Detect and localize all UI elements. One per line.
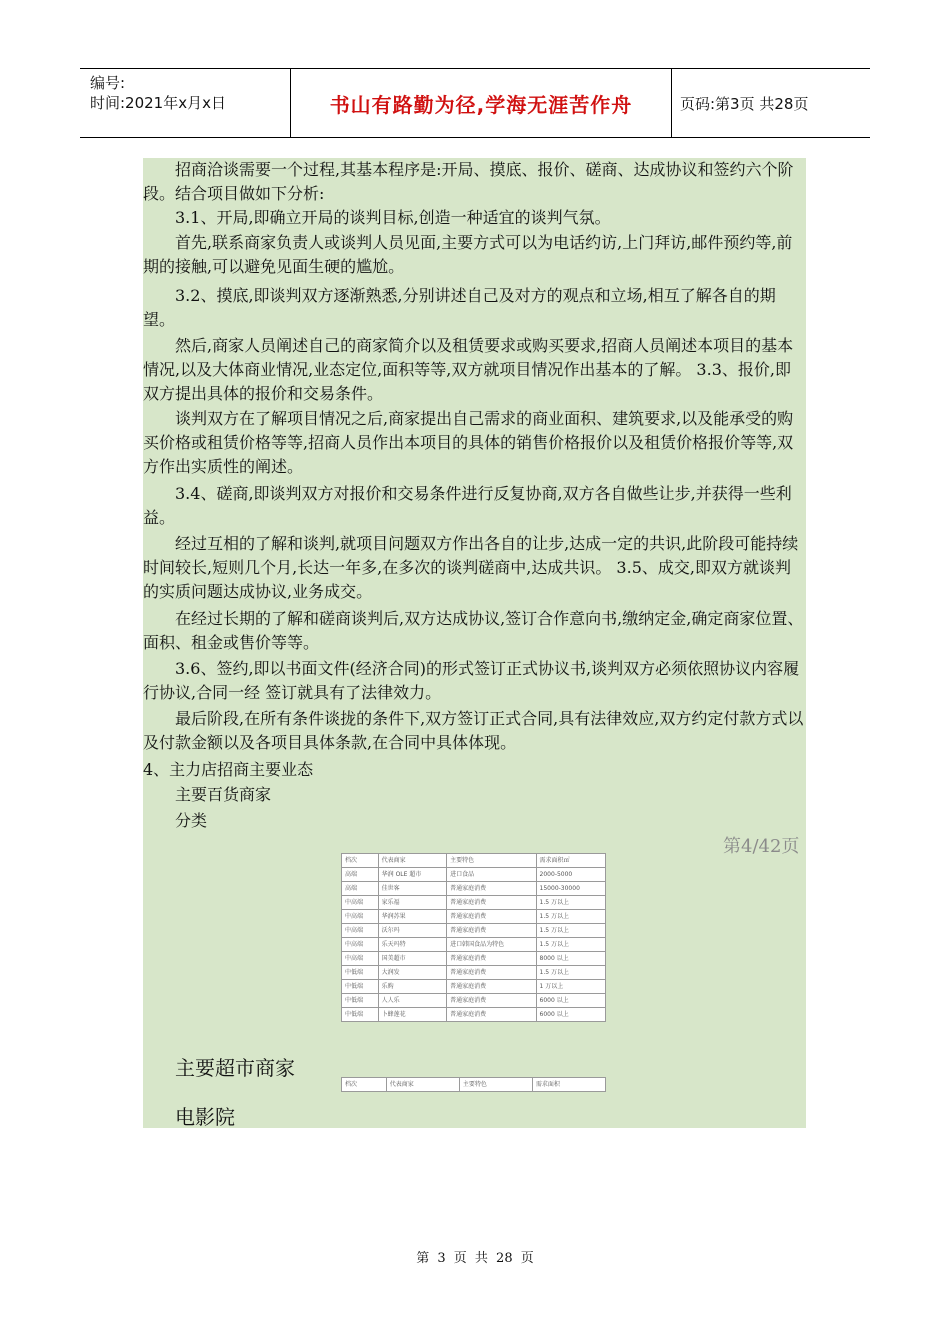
- table-cell: 高端: [342, 868, 379, 882]
- page-footer: 第 3 页 共 28 页: [416, 1251, 534, 1266]
- paragraph: 3.6、签约,即以书面文件(经济合同)的形式签订正式协议书,谈判双方必须依照协议内容履行协议,合同一经 签订就具有了法律效力。: [143, 659, 800, 703]
- page-reference: 第4/42页: [723, 836, 800, 857]
- header-page-info: 页码:第3页 共28页: [680, 94, 809, 113]
- table-cell: 普通家庭消费: [447, 980, 536, 994]
- table-cell: 需求面积: [532, 1078, 605, 1092]
- table-cell: 档次: [342, 854, 379, 868]
- table-cell: 进口韩国食品为特色: [447, 938, 536, 952]
- table-header-row: [342, 854, 606, 868]
- paragraph: 3.4、磋商,即谈判双方对报价和交易条件进行反复协商,双方各自做些让步,并获得一些利益。: [143, 484, 792, 528]
- table-cell: 代表商家: [386, 1078, 459, 1092]
- table-row: [342, 980, 606, 994]
- table-cell: 中低端: [342, 980, 379, 994]
- table-cell: 中高端: [342, 896, 379, 910]
- table-cell: 佳世客: [378, 882, 446, 896]
- table-row: [342, 882, 606, 896]
- table-cell: 卜蜂莲花: [378, 1008, 446, 1022]
- table-cell: 普通家庭消费: [447, 896, 536, 910]
- table-cell: 中低端: [342, 966, 379, 980]
- header-slogan: 书山有路勤为径,学海无涯苦作舟: [291, 69, 672, 137]
- table-cell: 代表商家: [378, 854, 446, 868]
- table-cell: 普通家庭消费: [447, 910, 536, 924]
- table-cell: 沃尔玛: [378, 924, 446, 938]
- table-cell: 华润苏果: [378, 910, 446, 924]
- paragraph: 在经过长期的了解和磋商谈判后,双方达成协议,签订合作意向书,缴纳定金,确定商家位置、面积、租金或售价等等。: [143, 609, 804, 653]
- document-number-label: 编号:: [90, 74, 126, 92]
- table-cell: 高端: [342, 882, 379, 896]
- table-cell: 主要特色: [447, 854, 536, 868]
- table-cell: 1.5 万以上: [536, 924, 605, 938]
- paragraph: 经过互相的了解和谈判,就项目问题双方作出各自的让步,达成一定的共识,此阶段可能持续时间较长,短则几个月,长达一年多,在多次的谈判磋商中,达成共识。 3.5、成交,即双方就谈判的实质问题达成协议,业务成交。: [143, 534, 799, 602]
- table-cell: 中高端: [342, 910, 379, 924]
- table-cell: 进口食品: [447, 868, 536, 882]
- table-cell: 2000-5000: [536, 868, 605, 882]
- paragraph: 3.1、开局,即确立开局的谈判目标,创造一种适宜的谈判气氛。: [175, 208, 611, 227]
- section-heading: 4、主力店招商主要业态: [143, 760, 314, 779]
- paragraph: 首先,联系商家负责人或谈判人员见面,主要方式可以为电话约访,上门拜访,邮件预约等,前期的接触,可以避免见面生硬的尴尬。: [143, 233, 793, 277]
- table-row: [342, 938, 606, 952]
- paragraph: 然后,商家人员阐述自己的商家简介以及租赁要求或购买要求,招商人员阐述本项目的基本情况,以及大体商业情况,业态定位,面积等等,双方就项目情况作出基本的了解。 3.3、报价,即双方提出具体的报价和交易条件。: [143, 336, 794, 404]
- table-cell: 中低端: [342, 994, 379, 1008]
- paragraph: 3.2、摸底,即谈判双方逐渐熟悉,分别讲述自己及对方的观点和立场,相互了解各自的期望。: [143, 286, 776, 330]
- table-cell: 国美超市: [378, 952, 446, 966]
- table-cell: 1.5 万以上: [536, 910, 605, 924]
- subheading-cinema: 电影院: [175, 1105, 235, 1129]
- table-cell: 6000 以上: [536, 1008, 605, 1022]
- table-cell: 1 万以上: [536, 980, 605, 994]
- subheading-supermarkets: 主要超市商家: [175, 1056, 295, 1080]
- table-cell: 普通家庭消费: [447, 952, 536, 966]
- table-row: [342, 994, 606, 1008]
- page-header: [80, 68, 870, 138]
- merchant-table: [341, 853, 606, 1022]
- table-cell: 普通家庭消费: [447, 994, 536, 1008]
- paragraph: 最后阶段,在所有条件谈拢的条件下,双方签订正式合同,具有法律效应,双方约定付款方式以及付款金额以及各项目具体条款,在合同中具体体现。: [143, 709, 804, 753]
- table-cell: 人人乐: [378, 994, 446, 1008]
- table-cell: 华润 OLE 超市: [378, 868, 446, 882]
- table-cell: 6000 以上: [536, 994, 605, 1008]
- table-cell: 乐天玛特: [378, 938, 446, 952]
- subheading-category: 分类: [175, 811, 208, 830]
- table-cell: 8000 以上: [536, 952, 605, 966]
- table-cell: 普通家庭消费: [447, 966, 536, 980]
- paragraph: 招商洽谈需要一个过程,其基本程序是:开局、摸底、报价、磋商、达成协议和签约六个阶段。结合项目做如下分析:: [143, 160, 794, 204]
- table-cell: 乐购: [378, 980, 446, 994]
- supermarket-table: [341, 1077, 606, 1092]
- table-row: [342, 966, 606, 980]
- table-cell: 大润发: [378, 966, 446, 980]
- subheading-department-stores: 主要百货商家: [175, 785, 272, 804]
- table-cell: 普通家庭消费: [447, 1008, 536, 1022]
- table-cell: 普通家庭消费: [447, 924, 536, 938]
- table-header-row: [342, 1078, 606, 1092]
- table-row: [342, 924, 606, 938]
- table-row: [342, 868, 606, 882]
- table-cell: 1.5 万以上: [536, 938, 605, 952]
- table-cell: 中高端: [342, 938, 379, 952]
- table-cell: 需求面积㎡: [536, 854, 605, 868]
- paragraph: 谈判双方在了解项目情况之后,商家提出自己需求的商业面积、建筑要求,以及能承受的购买价格或租赁价格等等,招商人员作出本项目的具体的销售价格报价以及租赁价格报价等等,双方作出实质性的阐述。: [143, 409, 794, 477]
- table-row: [342, 1008, 606, 1022]
- table-cell: 中低端: [342, 1008, 379, 1022]
- table-row: [342, 910, 606, 924]
- document-time-label: 时间:2021年x月x日: [90, 94, 226, 112]
- table-cell: 中高端: [342, 924, 379, 938]
- header-meta: [80, 69, 291, 137]
- table-cell: 1.5 万以上: [536, 966, 605, 980]
- table-cell: 普通家庭消费: [447, 882, 536, 896]
- table-cell: 主要特色: [459, 1078, 532, 1092]
- table-row: [342, 952, 606, 966]
- content-area: [143, 158, 806, 1128]
- table-cell: 家乐福: [378, 896, 446, 910]
- table-row: [342, 896, 606, 910]
- table-cell: 1.5 万以上: [536, 896, 605, 910]
- table-cell: 档次: [342, 1078, 387, 1092]
- table-cell: 中高端: [342, 952, 379, 966]
- table-cell: 15000-30000: [536, 882, 605, 896]
